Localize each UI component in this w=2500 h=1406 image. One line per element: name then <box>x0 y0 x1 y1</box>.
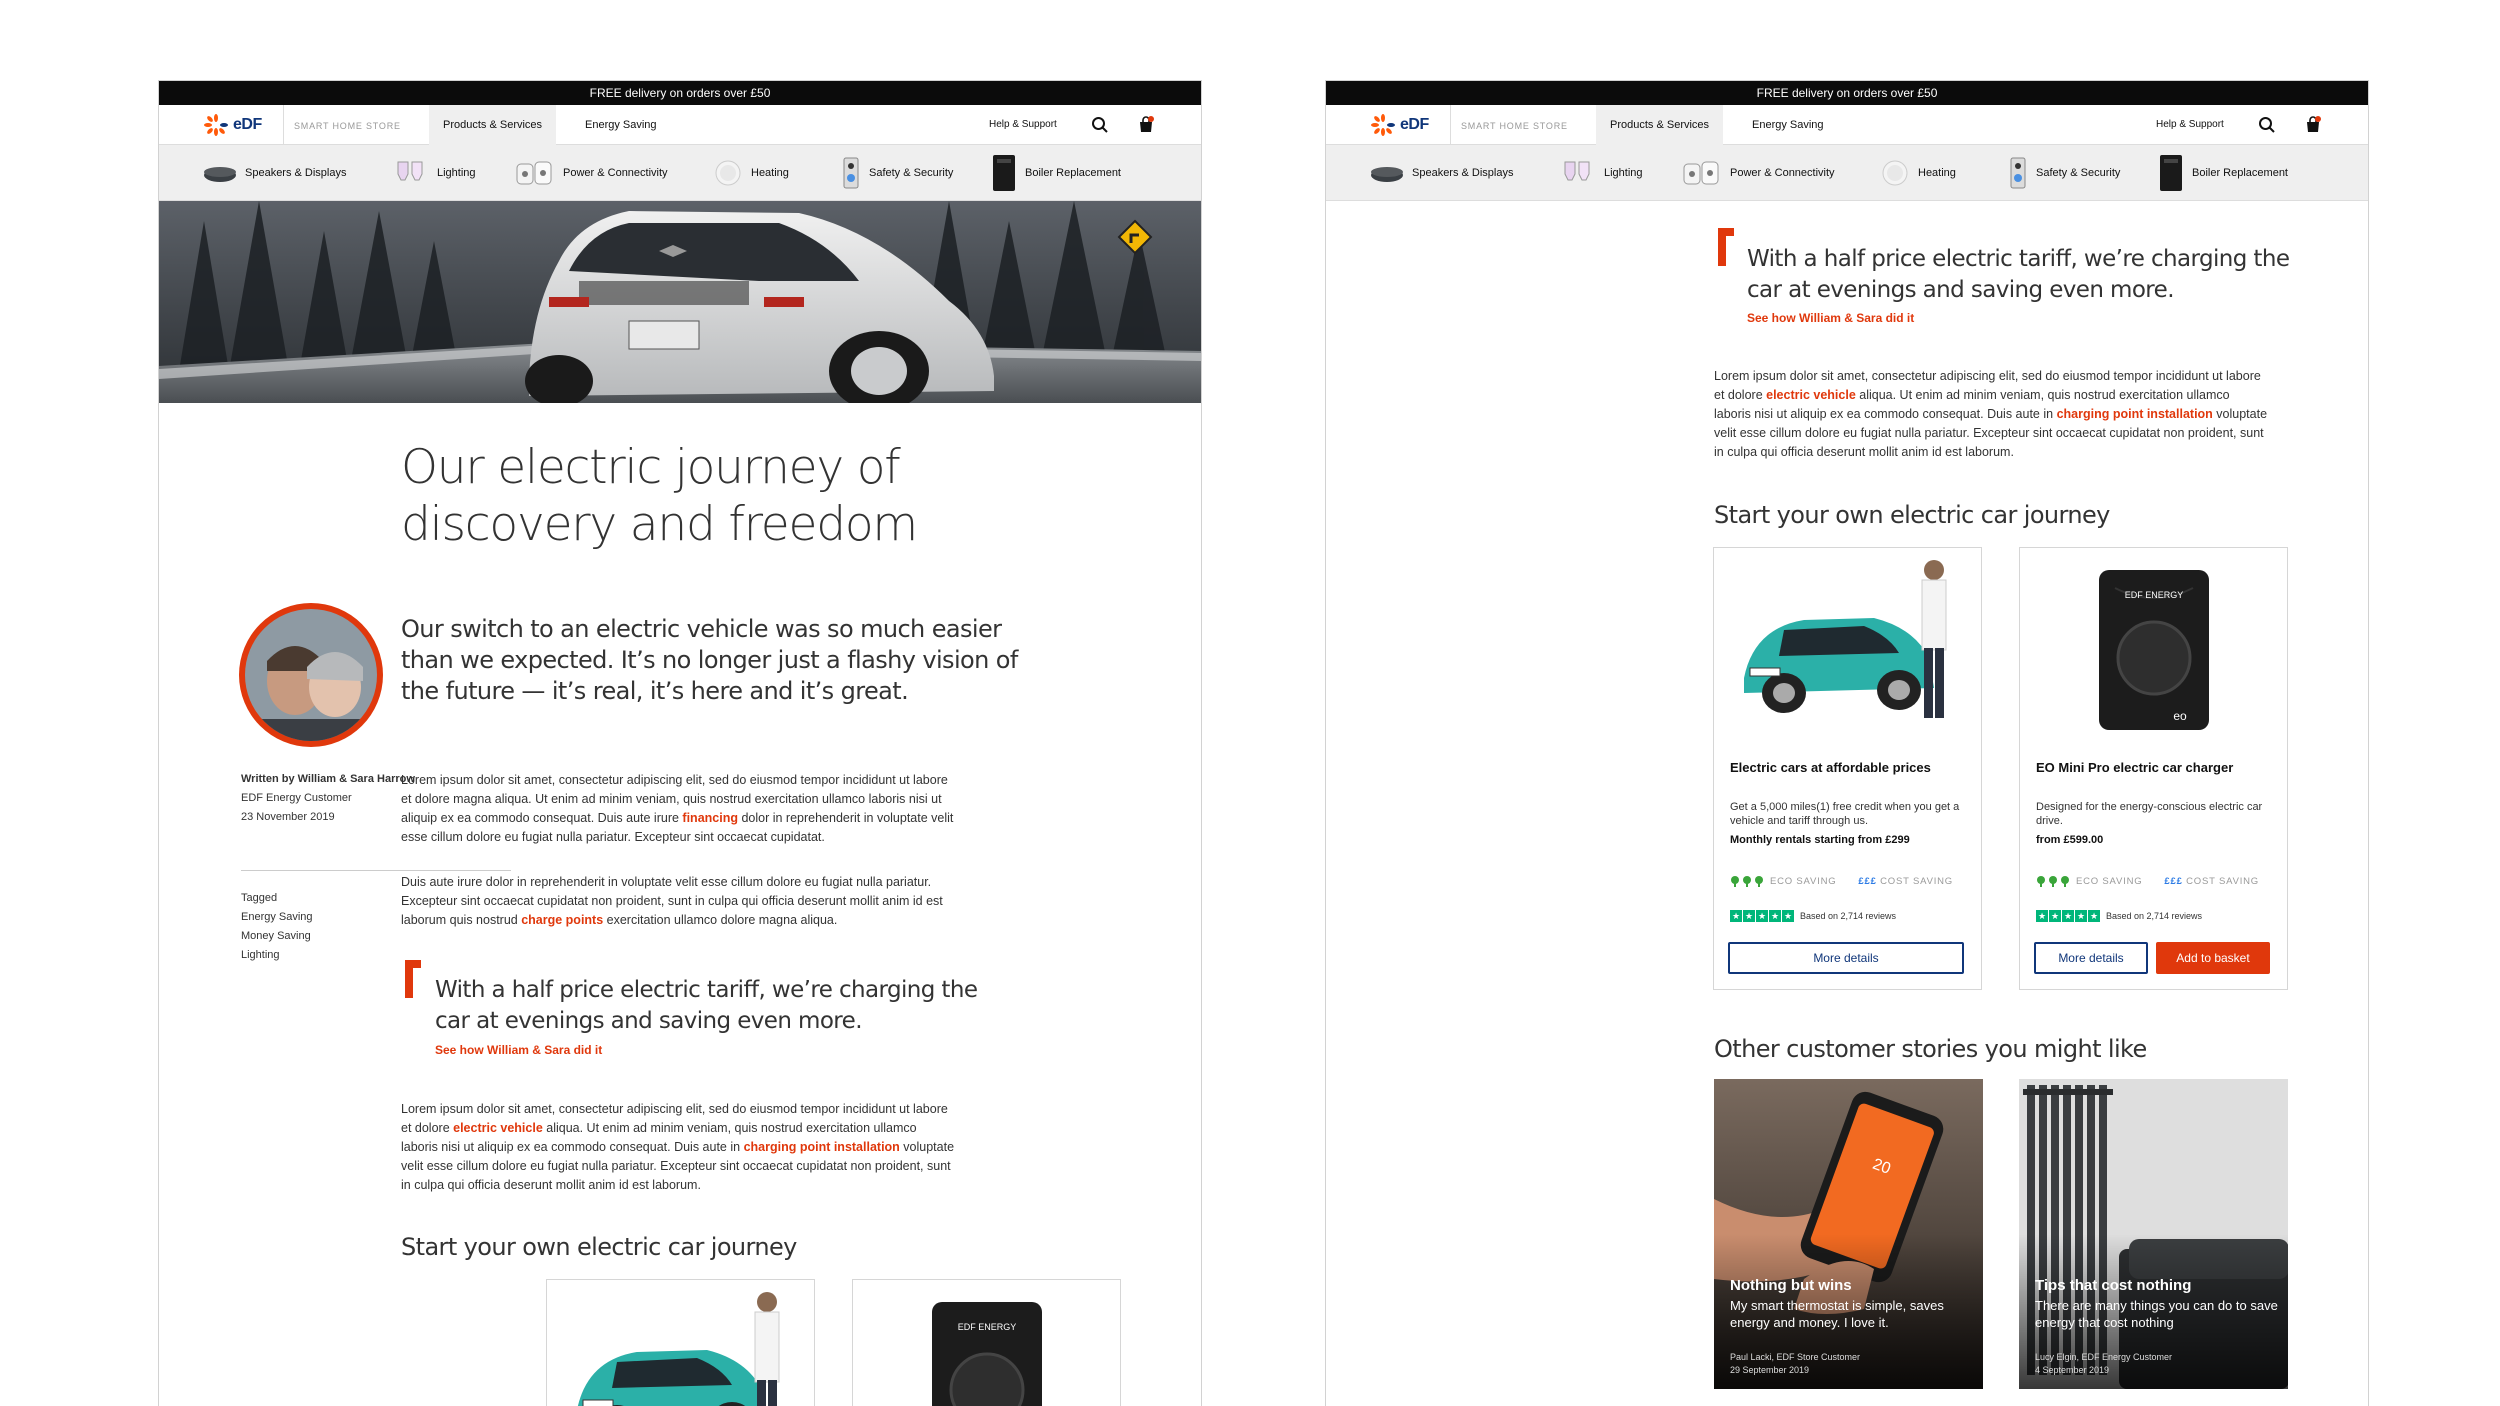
help-support-link[interactable]: Help & Support <box>2156 119 2224 130</box>
review-rating <box>2036 910 2202 922</box>
product-description: Designed for the energy-conscious electric car drive. <box>2036 801 2263 827</box>
charger-brand-text: EDF ENERGY <box>2124 590 2184 600</box>
category-speakers-displays[interactable]: Speakers & Displays <box>203 145 347 201</box>
story-byline: Lucy Elgin, EDF Energy Customer 4 September 2019 <box>2035 1352 2173 1375</box>
speaker-icon <box>203 163 237 183</box>
main-nav <box>1326 105 2368 145</box>
help-support-link[interactable]: Help & Support <box>989 119 1057 130</box>
quote-mark-icon <box>401 958 425 998</box>
tab-products-services[interactable]: Products & Services <box>429 105 556 145</box>
trustpilot-stars <box>1730 910 1794 922</box>
review-rating <box>1730 910 1896 922</box>
store-label: SMART HOME STORE <box>1450 105 1568 145</box>
category-heating[interactable]: Heating <box>713 145 789 201</box>
category-lighting[interactable]: Lighting <box>395 145 476 201</box>
store-label: SMART HOME STORE <box>283 105 401 145</box>
bulb-icon <box>395 158 429 188</box>
savings-indicator <box>1730 876 1953 887</box>
eco-saving-label: ECO SAVING <box>2076 876 2143 887</box>
star-icon: ★ <box>1770 911 1780 921</box>
article-paragraph-3: Lorem ipsum dolor sit amet, consectetur adipiscing elit, sed do eiusmod tempor incididunt ut labore et dolore electric vehicle aliqua. Ut enim ad minim veniam, quis nostrud exercitation ullamco laboris nisi ut aliquip ex ea commodo consequat. Duis aute in charging point installation voluptate velit esse cillum dolore eu fugiat nulla pariatur. Excepteur sint occaecat cupidatat non proident, sunt in culpa qui officia deserunt mollit anim id est laborum. <box>401 1102 955 1192</box>
meta-divider <box>241 870 511 871</box>
category-bar <box>159 145 1201 201</box>
eco-tree-icons <box>2036 876 2072 887</box>
category-speakers-displays[interactable]: Speakers & Displays <box>1370 145 1514 201</box>
product-card-electric-car[interactable] <box>1713 547 1982 990</box>
story-description: My smart thermostat is simple, saves energy and money. I love it. <box>1730 1298 1944 1330</box>
product-price: from £599.00 <box>2036 834 2104 846</box>
tag-energy-saving[interactable]: Energy Saving <box>241 911 313 923</box>
author-name: Written by William & Sara Harrow <box>241 773 415 785</box>
edf-flower-icon <box>203 114 229 136</box>
doorbell-icon <box>841 156 861 190</box>
hero-image-electric-car <box>159 201 1202 403</box>
star-icon: ★ <box>1744 911 1754 921</box>
promo-bar: FREE delivery on orders over £50 <box>1326 81 2368 105</box>
product-image-charger <box>853 1280 1120 1406</box>
eo-logo-text: eo <box>2173 709 2187 723</box>
product-title[interactable]: Electric cars at affordable prices <box>1730 760 1931 775</box>
speaker-icon <box>1370 163 1404 183</box>
category-heating[interactable]: Heating <box>1880 145 1956 201</box>
pull-quote: With a half price electric tariff, we’re charging the car at evenings and saving even more. <box>1747 246 2290 303</box>
tagged-label: Tagged <box>241 892 278 904</box>
tags-section <box>241 889 313 965</box>
category-bar <box>1326 145 2368 201</box>
edf-flower-icon <box>1370 114 1396 136</box>
author-meta <box>241 770 415 827</box>
article-paragraph-3: Lorem ipsum dolor sit amet, consectetur adipiscing elit, sed do eiusmod tempor incididunt ut labore et dolore electric vehicle aliqua. Ut enim ad minim veniam, quis nostrud exercitation ullamco laboris nisi ut aliquip ex ea commodo consequat. Duis aute in charging point installation voluptate velit esse cillum dolore eu fugiat nulla pariatur. Excepteur sint occaecat cupidatat non proident, sunt in culpa qui officia deserunt mollit anim id est laborum. <box>1714 369 2268 459</box>
category-boiler-replacement[interactable]: Boiler Replacement <box>991 145 1121 201</box>
quote-mark-icon <box>1714 226 1738 266</box>
article-paragraph-1: Lorem ipsum dolor sit amet, consectetur adipiscing elit, sed do eiusmod tempor incididunt ut labore et dolore magna aliqua. Ut enim ad minim veniam, quis nostrud exercitation ullamco laboris nisi ut aliquip ex ea commodo consequat. Duis aute irure financing dolor in reprehenderit in voluptate velit esse cillum dolore eu fugiat nulla pariatur. Excepteur sint occaecat cupidatat. <box>401 773 954 844</box>
article-paragraph-2: Duis aute irure dolor in reprehenderit in voluptate velit esse cillum dolore eu fugiat nulla pariatur. Excepteur sint occaecat cupidatat non proident, sunt in culpa qui officia deserunt mollit anim id est laborum quis nostrud charge points exercitation ullamco dolore magna aliqua. <box>401 875 943 927</box>
tag-lighting[interactable]: Lighting <box>241 949 280 961</box>
see-how-link[interactable]: See how William & Sara did it <box>435 1043 603 1057</box>
product-price: Monthly rentals starting from £299 <box>1730 834 1910 846</box>
cost-saving-label: £££ COST SAVING <box>1858 876 1953 887</box>
star-icon: ★ <box>2089 911 2099 921</box>
basket-icon[interactable] <box>1137 116 1155 134</box>
basket-icon[interactable] <box>2304 116 2322 134</box>
product-image-car <box>547 1280 814 1406</box>
add-to-basket-button[interactable]: Add to basket <box>2156 942 2270 974</box>
article-title: Our electric journey of discovery and freedom <box>401 440 917 552</box>
promo-bar: FREE delivery on orders over £50 <box>159 81 1201 105</box>
cost-saving-label: £££ COST SAVING <box>2164 876 2259 887</box>
tab-energy-saving[interactable]: Energy Saving <box>1752 119 1824 131</box>
story-byline: Paul Lacki, EDF Store Customer 29 September 2019 <box>1730 1352 1861 1375</box>
page-frame-right <box>1325 80 2369 1406</box>
tab-products-services[interactable]: Products & Services <box>1596 105 1723 145</box>
electric-vehicle-link[interactable]: electric vehicle <box>453 1121 543 1135</box>
category-power-connectivity[interactable]: Power & Connectivity <box>515 145 668 201</box>
search-icon[interactable] <box>2258 116 2276 134</box>
story-card-tips-that-cost-nothing[interactable] <box>2019 1079 2288 1389</box>
pull-quote: With a half price electric tariff, we’re charging the car at evenings and saving even more. <box>435 977 978 1034</box>
bulb-icon <box>1562 158 1596 188</box>
category-safety-security[interactable]: Safety & Security <box>2008 145 2120 201</box>
product-title[interactable]: EO Mini Pro electric car charger <box>2036 760 2234 775</box>
boiler-icon <box>991 153 1017 193</box>
story-description: There are many things you can do to save energy that cost nothing <box>2035 1298 2278 1330</box>
product-image-charger <box>2020 548 2287 748</box>
author-avatar <box>237 601 385 749</box>
thermostat-icon <box>1880 158 1910 188</box>
story-card-nothing-but-wins[interactable] <box>1714 1079 1983 1389</box>
section-title-other-stories: Other customer stories you might like <box>1714 1035 2147 1063</box>
charging-point-installation-link[interactable]: charging point installation <box>2056 407 2213 421</box>
edf-logo[interactable] <box>1370 114 1429 136</box>
review-count: Based on 2,714 reviews <box>2106 911 2203 921</box>
star-icon: ★ <box>1783 911 1793 921</box>
see-how-link[interactable]: See how William & Sara did it <box>1747 311 1915 325</box>
product-card-charger[interactable] <box>2019 547 2288 990</box>
charger-brand-text: EDF ENERGY <box>957 1322 1017 1332</box>
boiler-icon <box>2158 153 2184 193</box>
star-icon: ★ <box>1757 911 1767 921</box>
tag-money-saving[interactable]: Money Saving <box>241 930 311 942</box>
category-boiler-replacement[interactable]: Boiler Replacement <box>2158 145 2288 201</box>
trustpilot-stars <box>2036 910 2100 922</box>
financing-link[interactable]: financing <box>682 811 738 825</box>
main-nav <box>159 105 1201 145</box>
star-icon: ★ <box>2050 911 2060 921</box>
edf-logo[interactable] <box>203 114 262 136</box>
product-image-car <box>1714 548 1981 748</box>
category-lighting[interactable]: Lighting <box>1562 145 1643 201</box>
more-details-button[interactable]: More details <box>1728 942 1964 974</box>
plug-icon <box>1682 158 1722 188</box>
article-lead: Our switch to an electric vehicle was so much easier than we expected. It’s no longer just a flashy vision of the future — it’s real, it’s here and it’s great. <box>401 615 1018 705</box>
product-description: Get a 5,000 miles(1) free credit when you get a vehicle and tariff through us. <box>1730 801 1960 827</box>
product-card-charger[interactable] <box>852 1279 1121 1406</box>
category-safety-security[interactable]: Safety & Security <box>841 145 953 201</box>
story-title[interactable]: Nothing but wins <box>1730 1277 1852 1294</box>
publish-date: 23 November 2019 <box>241 811 335 823</box>
category-power-connectivity[interactable]: Power & Connectivity <box>1682 145 1835 201</box>
story-title[interactable]: Tips that cost nothing <box>2035 1277 2192 1294</box>
charging-point-installation-link[interactable]: charging point installation <box>743 1140 900 1154</box>
author-role: EDF Energy Customer <box>241 792 352 804</box>
search-icon[interactable] <box>1091 116 1109 134</box>
eco-saving-label: ECO SAVING <box>1770 876 1837 887</box>
thermostat-icon <box>713 158 743 188</box>
story-image-radiator <box>2019 1079 2288 1389</box>
story-image-thermostat-phone <box>1714 1079 1983 1389</box>
logo-text: eDF <box>1400 116 1429 133</box>
plug-icon <box>515 158 555 188</box>
eco-tree-icons <box>1730 876 1766 887</box>
star-icon: ★ <box>2037 911 2047 921</box>
logo-text: eDF <box>233 116 262 133</box>
charge-points-link[interactable]: charge points <box>521 913 604 927</box>
tab-energy-saving[interactable]: Energy Saving <box>585 119 657 131</box>
savings-indicator <box>2036 876 2259 887</box>
section-title-start-journey: Start your own electric car journey <box>401 1233 797 1261</box>
more-details-button[interactable]: More details <box>2034 942 2148 974</box>
page-frame-left <box>158 80 1202 1406</box>
star-icon: ★ <box>1731 911 1741 921</box>
doorbell-icon <box>2008 156 2028 190</box>
review-count: Based on 2,714 reviews <box>1800 911 1897 921</box>
electric-vehicle-link[interactable]: electric vehicle <box>1766 388 1856 402</box>
product-card-electric-car[interactable] <box>546 1279 815 1406</box>
star-icon: ★ <box>2063 911 2073 921</box>
section-title-start-journey: Start your own electric car journey <box>1714 501 2110 529</box>
star-icon: ★ <box>2076 911 2086 921</box>
